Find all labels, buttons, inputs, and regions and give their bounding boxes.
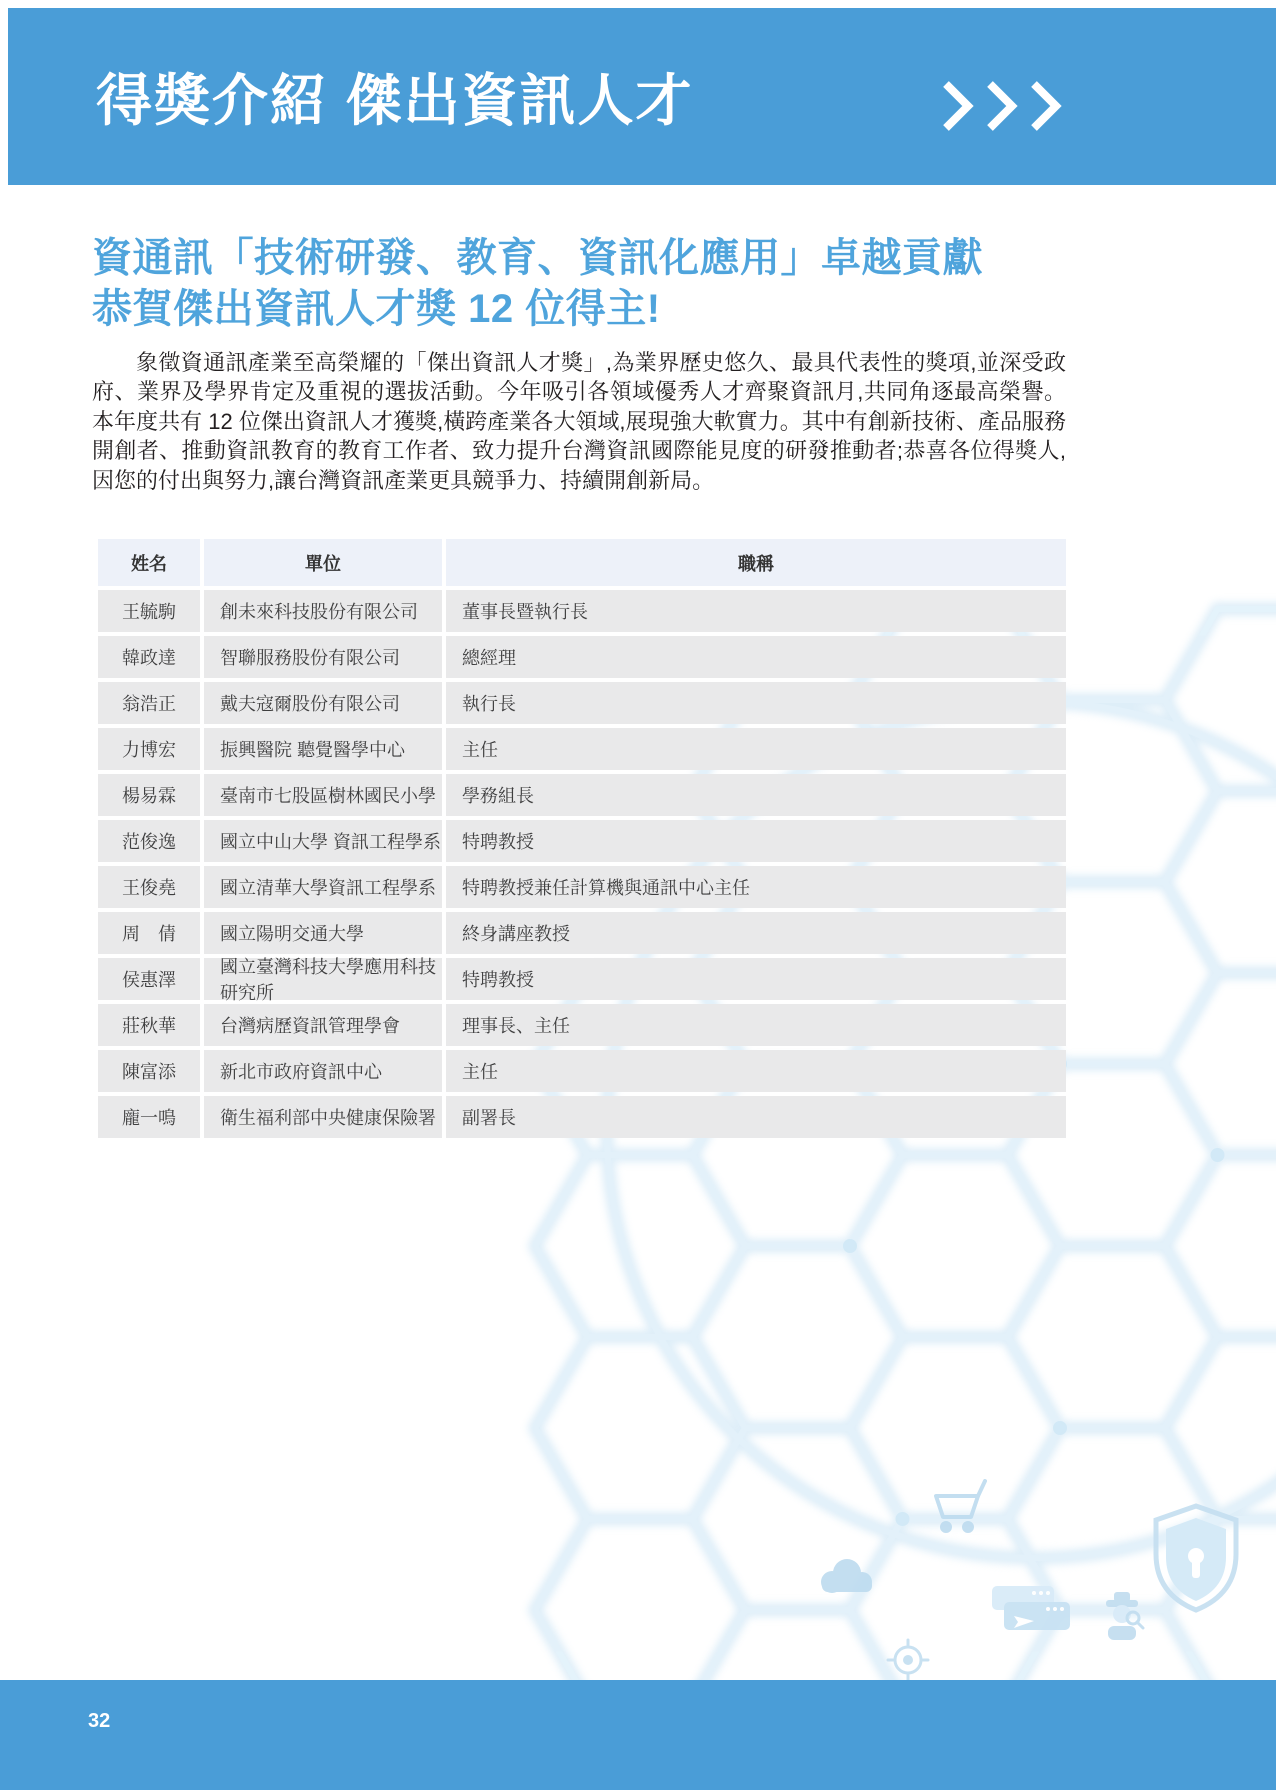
awardee-unit-cell: 智聯服務股份有限公司 xyxy=(204,636,442,678)
awardee-title-cell: 主任 xyxy=(446,728,1066,770)
table-header-name: 姓名 xyxy=(98,539,200,586)
awardee-unit-cell: 台灣病歷資訊管理學會 xyxy=(204,1004,442,1046)
awardee-unit-cell: 創未來科技股份有限公司 xyxy=(204,590,442,632)
awardee-name-cell: 周 倩 xyxy=(98,912,200,954)
awardee-name-cell: 范俊逸 xyxy=(98,820,200,862)
awardee-unit-cell: 戴夫寇爾股份有限公司 xyxy=(204,682,442,724)
awardee-name-cell: 王毓駒 xyxy=(98,590,200,632)
article-heading-line2: 恭賀傑出資訊人才獎 12 位得主! xyxy=(92,287,661,332)
awardee-title-cell: 主任 xyxy=(446,1050,1066,1092)
article-heading xyxy=(92,233,1082,335)
awardee-unit-cell: 國立中山大學 資訊工程學系 xyxy=(204,820,442,862)
page-number: 32 xyxy=(88,1710,111,1732)
awardee-title-cell: 理事長、主任 xyxy=(446,1004,1066,1046)
awardee-name-cell: 王俊堯 xyxy=(98,866,200,908)
awardee-title-cell: 終身講座教授 xyxy=(446,912,1066,954)
table-header-unit: 單位 xyxy=(204,539,442,586)
page-banner xyxy=(8,8,1276,185)
awardee-unit-cell: 國立臺灣科技大學應用科技研究所 xyxy=(204,958,442,1000)
awardee-title-cell: 特聘教授 xyxy=(446,958,1066,1000)
awardee-table xyxy=(98,539,1066,1138)
awardee-title-cell: 總經理 xyxy=(446,636,1066,678)
page-footer xyxy=(0,1680,1276,1790)
awardee-name-cell: 韓政達 xyxy=(98,636,200,678)
awardee-title-cell: 執行長 xyxy=(446,682,1066,724)
awardee-title-cell: 特聘教授 xyxy=(446,820,1066,862)
awardee-unit-cell: 國立清華大學資訊工程學系 xyxy=(204,866,442,908)
article-heading-line1: 資通訊「技術研發、教育、資訊化應用」卓越貢獻 xyxy=(92,236,983,281)
awardee-title-cell: 董事長暨執行長 xyxy=(446,590,1066,632)
awardee-unit-cell: 新北市政府資訊中心 xyxy=(204,1050,442,1092)
awardee-name-cell: 楊易霖 xyxy=(98,774,200,816)
awardee-name-cell: 侯惠澤 xyxy=(98,958,200,1000)
awardee-title-cell: 學務組長 xyxy=(446,774,1066,816)
awardee-unit-cell: 振興醫院 聽覺醫學中心 xyxy=(204,728,442,770)
table-header-title: 職稱 xyxy=(446,539,1066,586)
triple-chevron-right-icon xyxy=(942,80,1078,132)
awardee-title-cell: 副署長 xyxy=(446,1096,1066,1138)
banner-title: 得獎介紹 傑出資訊人才 xyxy=(96,69,694,132)
awardee-name-cell: 陳富添 xyxy=(98,1050,200,1092)
awardee-name-cell: 力博宏 xyxy=(98,728,200,770)
awardee-unit-cell: 衛生福利部中央健康保險署 xyxy=(204,1096,442,1138)
awardee-unit-cell: 臺南市七股區樹林國民小學 xyxy=(204,774,442,816)
awardee-name-cell: 翁浩正 xyxy=(98,682,200,724)
awardee-name-cell: 龐一鳴 xyxy=(98,1096,200,1138)
awardee-title-cell: 特聘教授兼任計算機與通訊中心主任 xyxy=(446,866,1066,908)
awardee-name-cell: 莊秋華 xyxy=(98,1004,200,1046)
article-body-paragraph: 象徵資通訊產業至高榮耀的「傑出資訊人才獎」,為業界歷史悠久、最具代表性的獎項,並深受政府、業界及學界肯定及重視的選拔活動。今年吸引各領域優秀人才齊聚資訊月,共同角逐最高榮譽。本年度共有 12 位傑出資訊人才獲獎,橫跨產業各大領域,展現強大軟實力。其中有創新技術、產品服務開創者、推動資訊教育的教育工作者、致力提升台灣資訊國際能見度的研發推動者;恭喜各位得獎人,因您的付出與努力,讓台灣資訊產業更具競爭力、持續開創新局。 xyxy=(92,350,1066,493)
awardee-unit-cell: 國立陽明交通大學 xyxy=(204,912,442,954)
